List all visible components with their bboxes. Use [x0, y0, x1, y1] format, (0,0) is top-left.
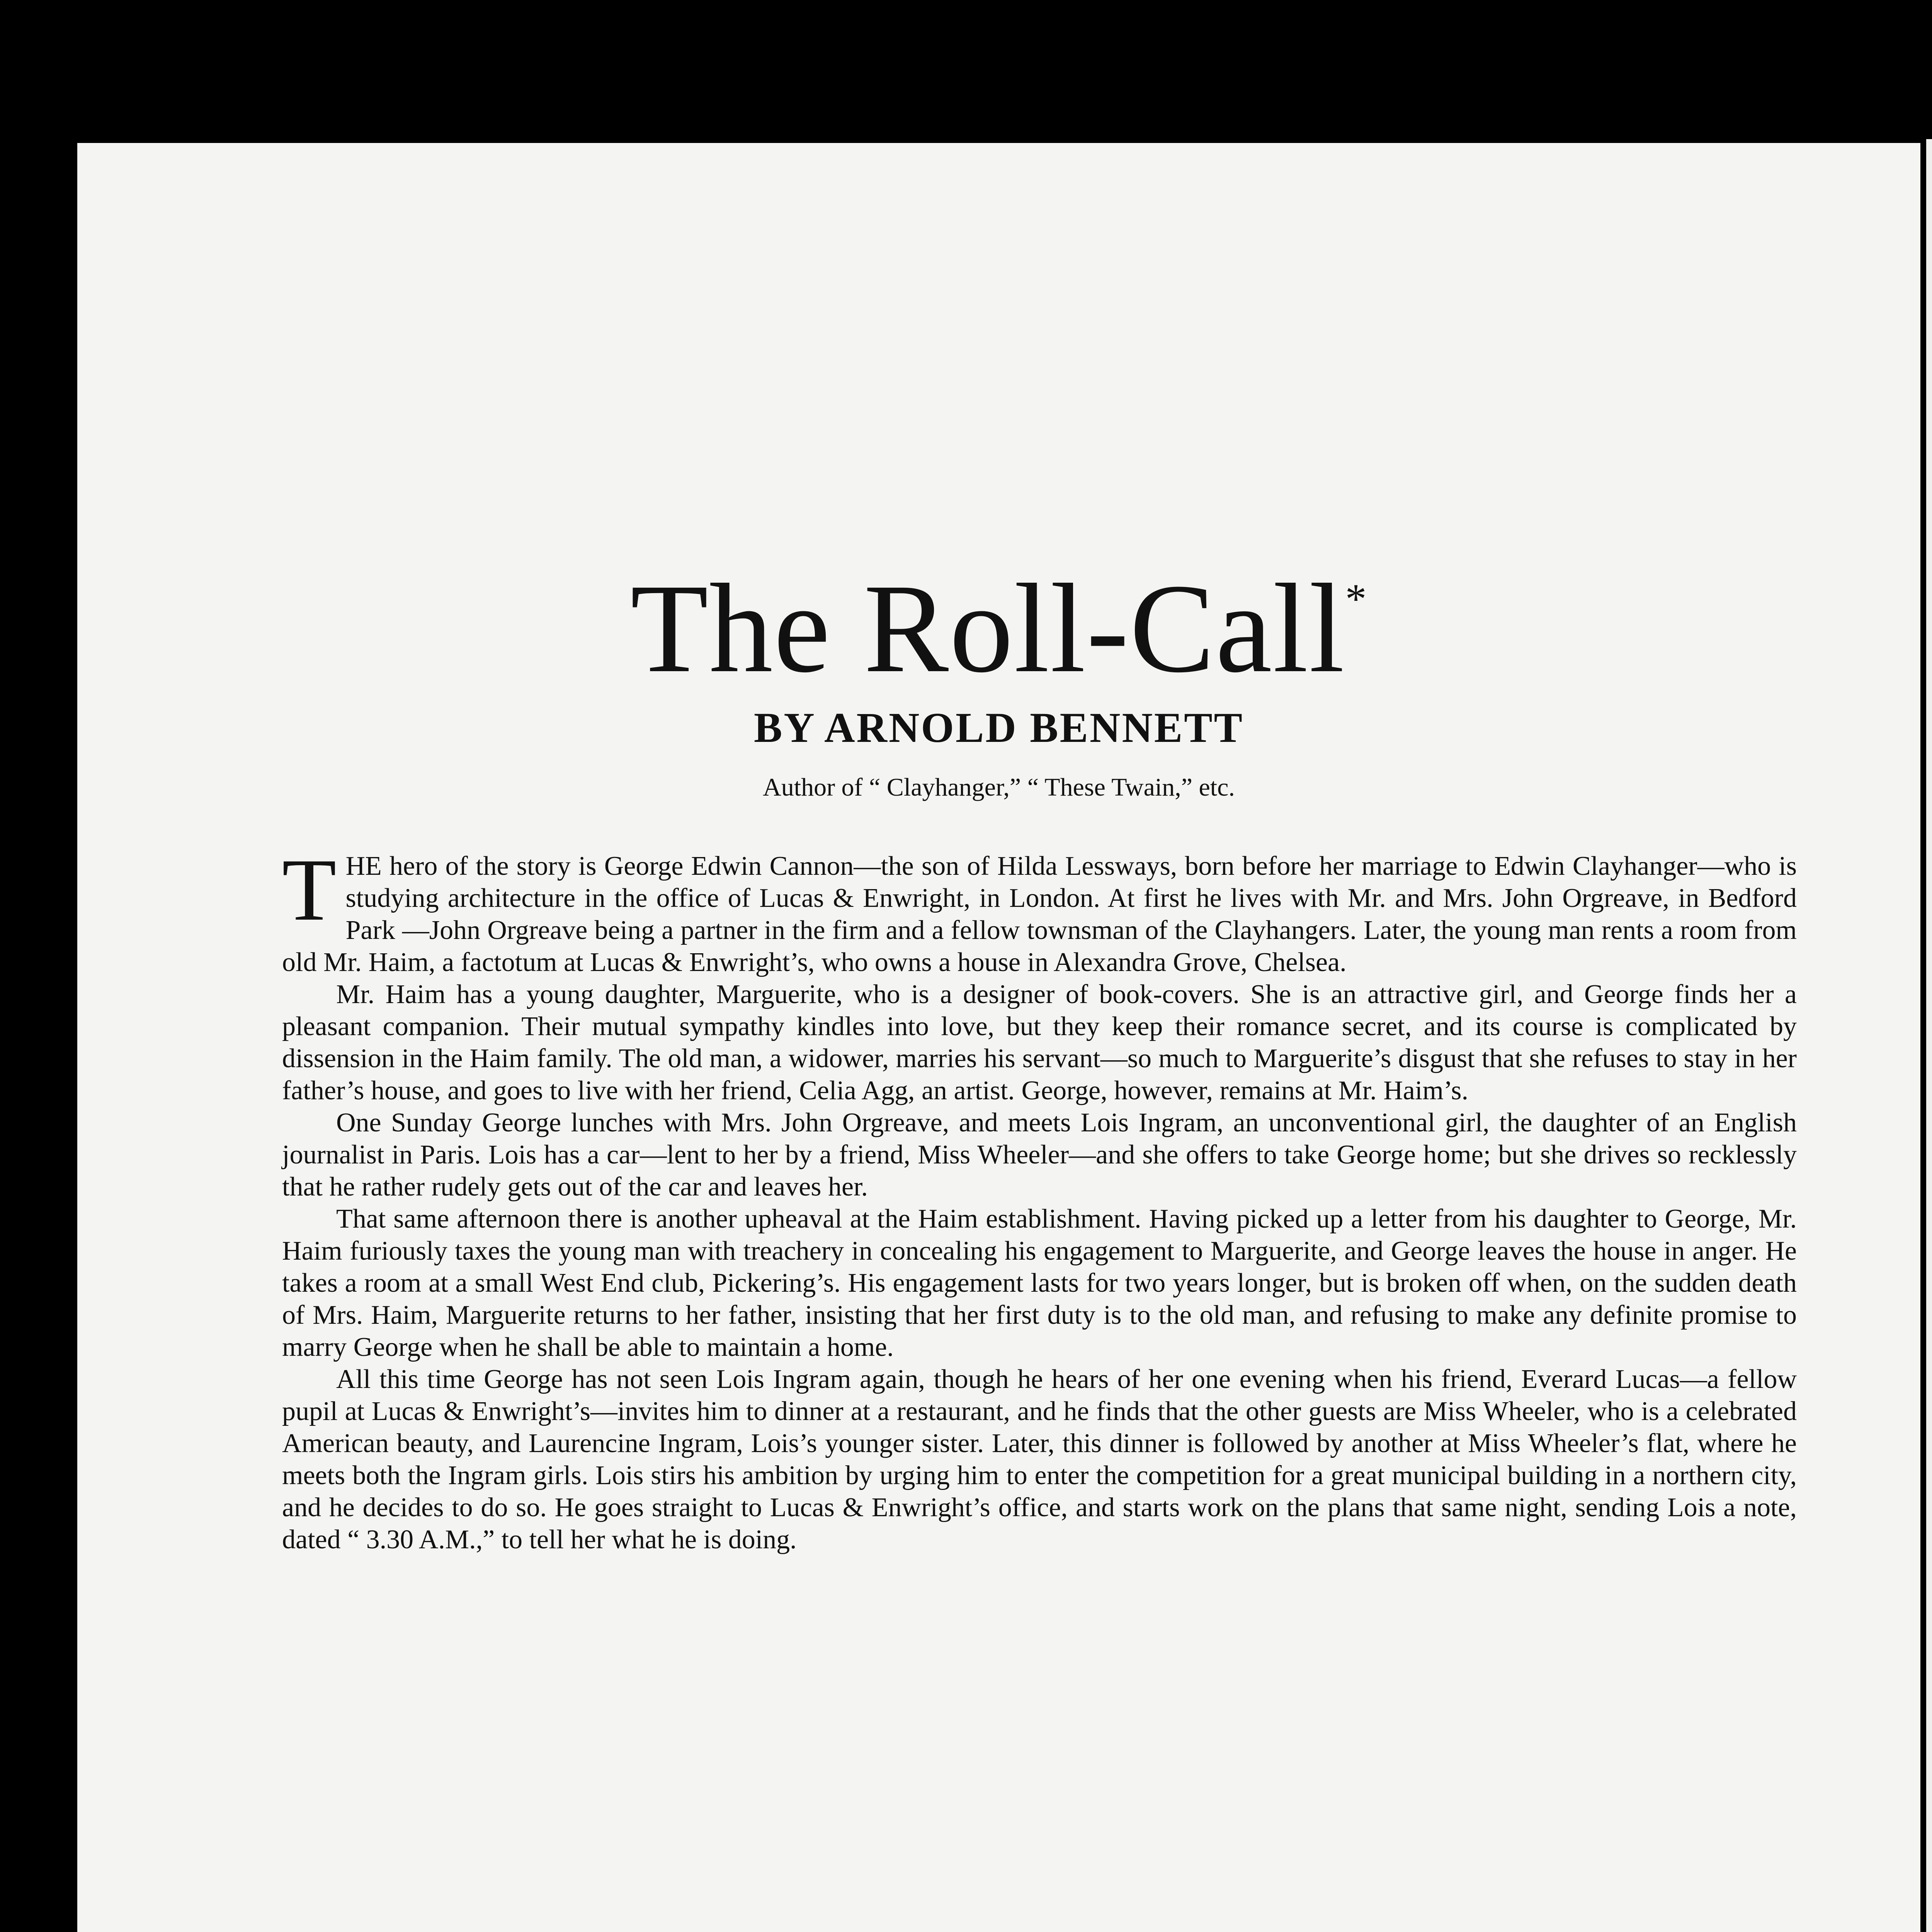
- synopsis-paragraph: All this time George has not seen Lois Ingram again, though he hears of her one evening when his friend, Everard Lucas—a fellow pupil at Lucas & Enwright’s—invites him to dinner at a restaurant, and he finds that the other guests are Miss Wheeler, who is a celebrated American beauty, and Laurencine Ingram, Lois’s younger sister. Later, this dinner is followed by another at Miss Wheeler’s flat, where he meets both the Ingram girls. Lois stirs his ambition by urging him to enter the competition for a great municipal building in a northern city, and he decides to do so. He goes straight to Lucas & Enwright’s office, and starts work on the plans that same night, sending Lois a note, dated “ 3.30 A.M.,” to tell her what he is doing.: [282, 1364, 1797, 1554]
- bleed-through-text: [270, 359, 1816, 390]
- synopsis-drop-cap: T: [282, 840, 337, 939]
- synopsis: [282, 840, 1797, 1556]
- synopsis-paragraph: One Sunday George lunches with Mrs. John Orgreave, and meets Lois Ingram, an unconventional girl, the daughter of an English journalist in Paris. Lois has a car—lent to her by a friend, Miss Wheeler—and she offers to take George home; but she drives so recklessly that he rather rudely gets out of the car and leaves her.: [282, 1108, 1797, 1202]
- title-footnote-mark: *: [1345, 575, 1367, 622]
- byline: BY ARNOLD BENNETT: [753, 704, 1244, 751]
- author-note: Author of “ Clayhanger,” “ These Twain,” etc.: [763, 773, 1235, 801]
- synopsis-paragraph: THE hero of the story is George Edwin Cannon—the son of Hilda Lessways, born before her marriage to Edwin Clayhanger—who is studying architecture in the office of Lucas & Enwright, in London. At first he lives with Mr. and Mrs. John Orgreave, in Bedford Park —John Orgreave being a partner in the firm and a fellow townsman of the Clayhangers. Later, the young man rents a room from old Mr. Haim, a factotum at Lucas & Enwright’s, who owns a house in Alexandra Grove, Chelsea.: [282, 840, 1797, 977]
- magazine-page: [77, 143, 1920, 1932]
- synopsis-paragraph: Mr. Haim has a young daughter, Marguerite, who is a designer of book-covers. She is an attractive girl, and George finds her a pleasant companion. Their mutual sympathy kindles into love, but they keep their romance secret, and its course is complicated by dissension in the Haim family. The old man, a widower, marries his servant—so much to Marguerite’s disgust that she refuses to stay in her father’s house, and goes to live with her friend, Celia Agg, an artist. George, however, remains at Mr. Haim’s.: [282, 980, 1797, 1105]
- synopsis-paragraph: That same afternoon there is another upheaval at the Haim establishment. Having picked up a letter from his daughter to George, Mr. Haim furiously taxes the young man with treachery in concealing his engagement to Marguerite, and George leaves the house in anger. He takes a room at a small West End club, Pickering’s. His engagement lasts for two years longer, but is broken off when, on the sudden death of Mrs. Haim, Marguerite returns to her father, insisting that her first duty is to the old man, and refusing to make any definite promise to marry George when he shall be able to maintain a home.: [282, 1204, 1797, 1362]
- story-title: The Roll-Call*: [630, 558, 1367, 699]
- next-page-edge: [1926, 139, 1932, 1932]
